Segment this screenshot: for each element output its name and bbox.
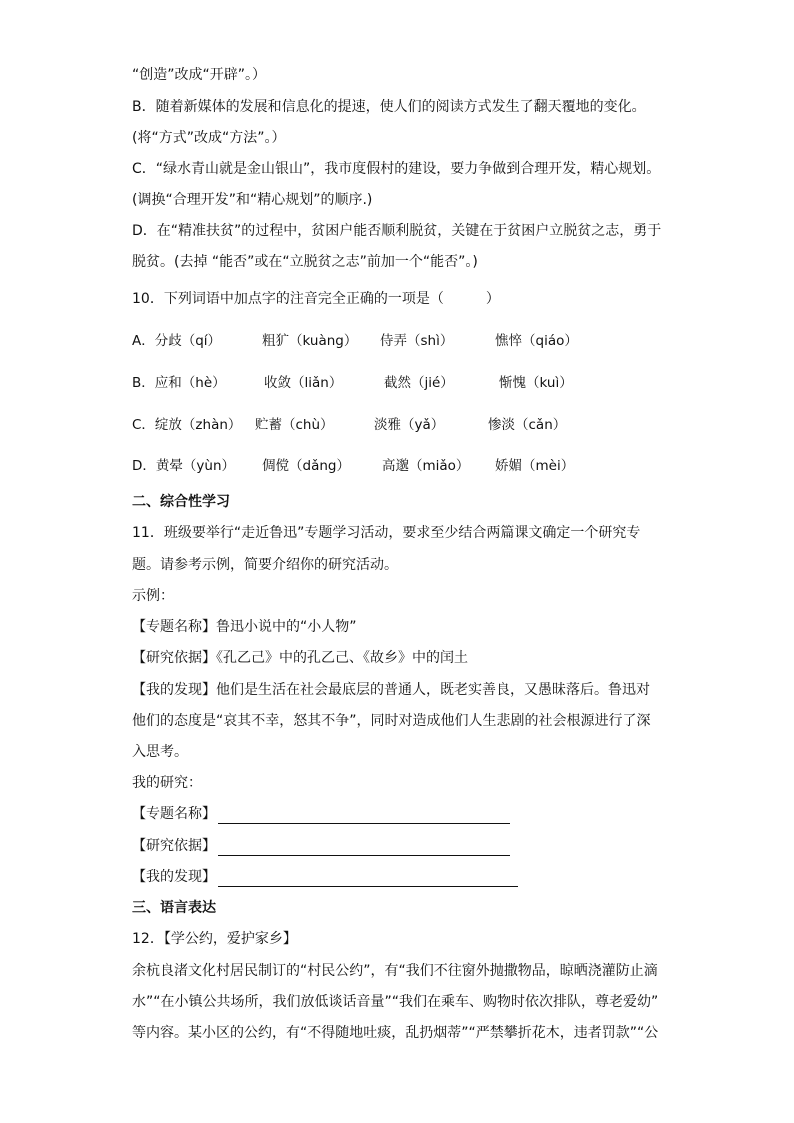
option-b-line: B．随着新媒体的发展和信息化的提速，使人们的阅读方式发生了翻天覆地的变化。 bbox=[132, 99, 646, 115]
topic-answer-blank[interactable] bbox=[218, 809, 510, 824]
topic-field-label: 【专题名称】 bbox=[132, 806, 216, 822]
my-research-label: 我的研究： bbox=[132, 775, 202, 791]
option-d-2: 倜傥（dǎng） bbox=[262, 458, 350, 474]
question-11-line: 题。请参考示例，简要介绍你的研究活动。 bbox=[132, 557, 398, 573]
question-12-line: 等内容。某小区的公约，有“不得随地吐痰，乱扔烟蒂”“严禁攀折花木，违者罚款”“公 bbox=[132, 1025, 659, 1041]
finding-field-row bbox=[132, 867, 518, 887]
option-b-2: 收敛（liǎn） bbox=[264, 375, 343, 391]
finding-field-label: 【我的发现】 bbox=[132, 869, 216, 885]
option-d-4: 娇媚（mèi） bbox=[495, 458, 575, 474]
option-c-1: C．绽放（zhàn） bbox=[132, 417, 242, 433]
option-d-3: 高邈（miǎo） bbox=[382, 458, 470, 474]
option-b-4: 惭愧（kuì） bbox=[499, 375, 573, 391]
basis-field-row bbox=[132, 836, 510, 856]
basis-answer-blank[interactable] bbox=[218, 841, 510, 856]
text-line: “创造”改成“开辟”。） bbox=[132, 67, 267, 83]
option-a-4: 憔悴（qiáo） bbox=[495, 333, 578, 349]
example-finding: 入思考。 bbox=[132, 744, 188, 760]
option-a-2: 粗犷（kuàng） bbox=[262, 333, 358, 349]
option-c-line: C．“绿水青山就是金山银山”，我市度假村的建设，要力争做到合理开发，精心规划。 bbox=[132, 161, 661, 177]
section-heading-2: 二、综合性学习 bbox=[132, 494, 230, 510]
question-11-line: 11．班级要举行“走近鲁迅”专题学习活动，要求至少结合两篇课文确定一个研究专 bbox=[132, 525, 641, 541]
basis-field-label: 【研究依据】 bbox=[132, 838, 216, 854]
option-d-line: D．在“精准扶贫”的过程中，贫困户能否顺利脱贫，关键在于贫困户立脱贫之志，勇于 bbox=[132, 223, 662, 239]
option-b-1: B．应和（hè） bbox=[132, 375, 226, 391]
option-a-3: 侍弄（shì） bbox=[380, 333, 454, 349]
example-finding: 他们的态度是“哀其不幸，怒其不争”，同时对造成他们人生悲剧的社会根源进行了深 bbox=[132, 713, 651, 729]
example-label: 示例： bbox=[132, 588, 174, 604]
option-a-1: A．分歧（qí） bbox=[132, 333, 222, 349]
option-c-3: 淡雅（yǎ） bbox=[374, 417, 445, 433]
question-10-stem: 10．下列词语中加点字的注音完全正确的一项是（ ） bbox=[132, 291, 500, 307]
option-c-2: 贮蓄（chù） bbox=[255, 417, 334, 433]
question-12-title: 12．【学公约，爱护家乡】 bbox=[132, 931, 297, 947]
text-line: (调换“合理开发”和“精心规划”的顺序.) bbox=[132, 192, 373, 208]
finding-answer-blank[interactable] bbox=[218, 872, 518, 887]
topic-field-row bbox=[132, 804, 510, 824]
option-d-1: D．黄晕（yùn） bbox=[132, 458, 235, 474]
section-heading-3: 三、语言表达 bbox=[132, 900, 216, 916]
example-basis: 【研究依据】《孔乙己》中的孔乙己、《故乡》中的闰土 bbox=[132, 650, 468, 666]
option-b-3: 截然（jié） bbox=[384, 375, 454, 391]
text-line: 脱贫。(去掉 “能否”或在“立脱贫之志”前加一个“能否”。) bbox=[132, 254, 478, 270]
question-12-line: 余杭良渚文化村居民制订的“村民公约”，有“我们不往窗外抛撒物品，晾晒浇灌防止滴 bbox=[132, 963, 658, 979]
text-line: (将“方式”改成“方法”。） bbox=[132, 130, 286, 146]
example-finding: 【我的发现】他们是生活在社会最底层的普通人，既老实善良，又愚昧落后。鲁迅对 bbox=[132, 682, 650, 698]
question-12-line: 水”“在小镇公共场所，我们放低谈话音量”“我们在乘车、购物时依次排队，尊老爱幼” bbox=[132, 994, 659, 1010]
option-c-4: 惨淡（cǎn） bbox=[488, 417, 567, 433]
example-topic: 【专题名称】鲁迅小说中的“小人物” bbox=[132, 619, 357, 635]
